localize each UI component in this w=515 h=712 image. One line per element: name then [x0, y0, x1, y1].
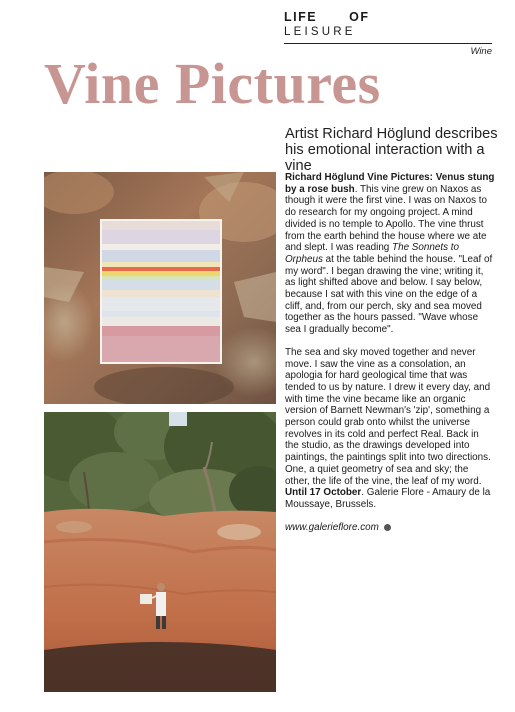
paragraph-1-text-a: This vine grew on Naxos as though it were the first vine. I was on Naxos to do research for my ongoing project. A mind divided is no temple to Apollo. The vine thrust from the earth behind the house where we ate and slept. I was reading [285, 183, 487, 254]
section-label: Wine [470, 46, 492, 57]
brand-word-leisure: LEISURE [284, 26, 356, 38]
gallery-url-row [285, 522, 495, 534]
masthead [284, 10, 492, 57]
standfirst: Artist Richard Höglund describes his emotional interaction with a vine [285, 126, 498, 174]
brand-line-1 [284, 10, 492, 24]
paragraph-1-text-b: at the table behind the house. "Leaf of my word". I began drawing the vine; writing it, as light shifted above and below. I say below, because I sat with this vine on the edge of a cliff, and, from our perch, sky and sea moved together as the hours passed. "Wave whose sea I gradually become". [285, 253, 493, 336]
round-end-marker-icon [384, 524, 391, 531]
paragraph-2 [285, 347, 495, 511]
photo-artist-in-clearing [44, 412, 276, 692]
lead-title: Richard Höglund Vine Pictures: Venus stung by a rose bush [285, 172, 495, 195]
paragraph-2-text-b: . Galerie Flore - Amaury de la Moussaye, Brussels. [285, 487, 491, 510]
exhibition-date: Until 17 October [285, 487, 362, 499]
page-headline: Vine Pictures [44, 51, 381, 116]
paragraph-1 [285, 172, 495, 336]
gallery-url[interactable]: www.galerieflore.com [285, 521, 379, 533]
painting-on-rocks-image [44, 172, 276, 404]
striped-painting [101, 220, 221, 363]
photo-painting-on-rocks [44, 172, 276, 404]
lead-period: . [354, 183, 358, 195]
artist-in-clearing-image [44, 412, 276, 692]
article-body [285, 172, 495, 533]
brand-word-of: OF [349, 10, 370, 24]
book-title: The Sonnets to Orpheus [285, 242, 460, 265]
brand-word-life: LIFE [284, 10, 318, 24]
paragraph-2-text-a: The sea and sky moved together and never move. I saw the vine as a consolation, an apologia for hard geological time that was tended to us by nature. I drew it every day, and with time the vine became like an organic version of Barnett Newman's 'zip', something a person could grab onto whilst the universe revolves in its cold and perfect Real. Back in the studio, as the drawings developed into paintings, the paintings split into two directions. One, a quiet geometry of sea and sky; the other, the life of the vine, the leaf of my word. [285, 346, 491, 487]
masthead-rule [284, 43, 492, 44]
